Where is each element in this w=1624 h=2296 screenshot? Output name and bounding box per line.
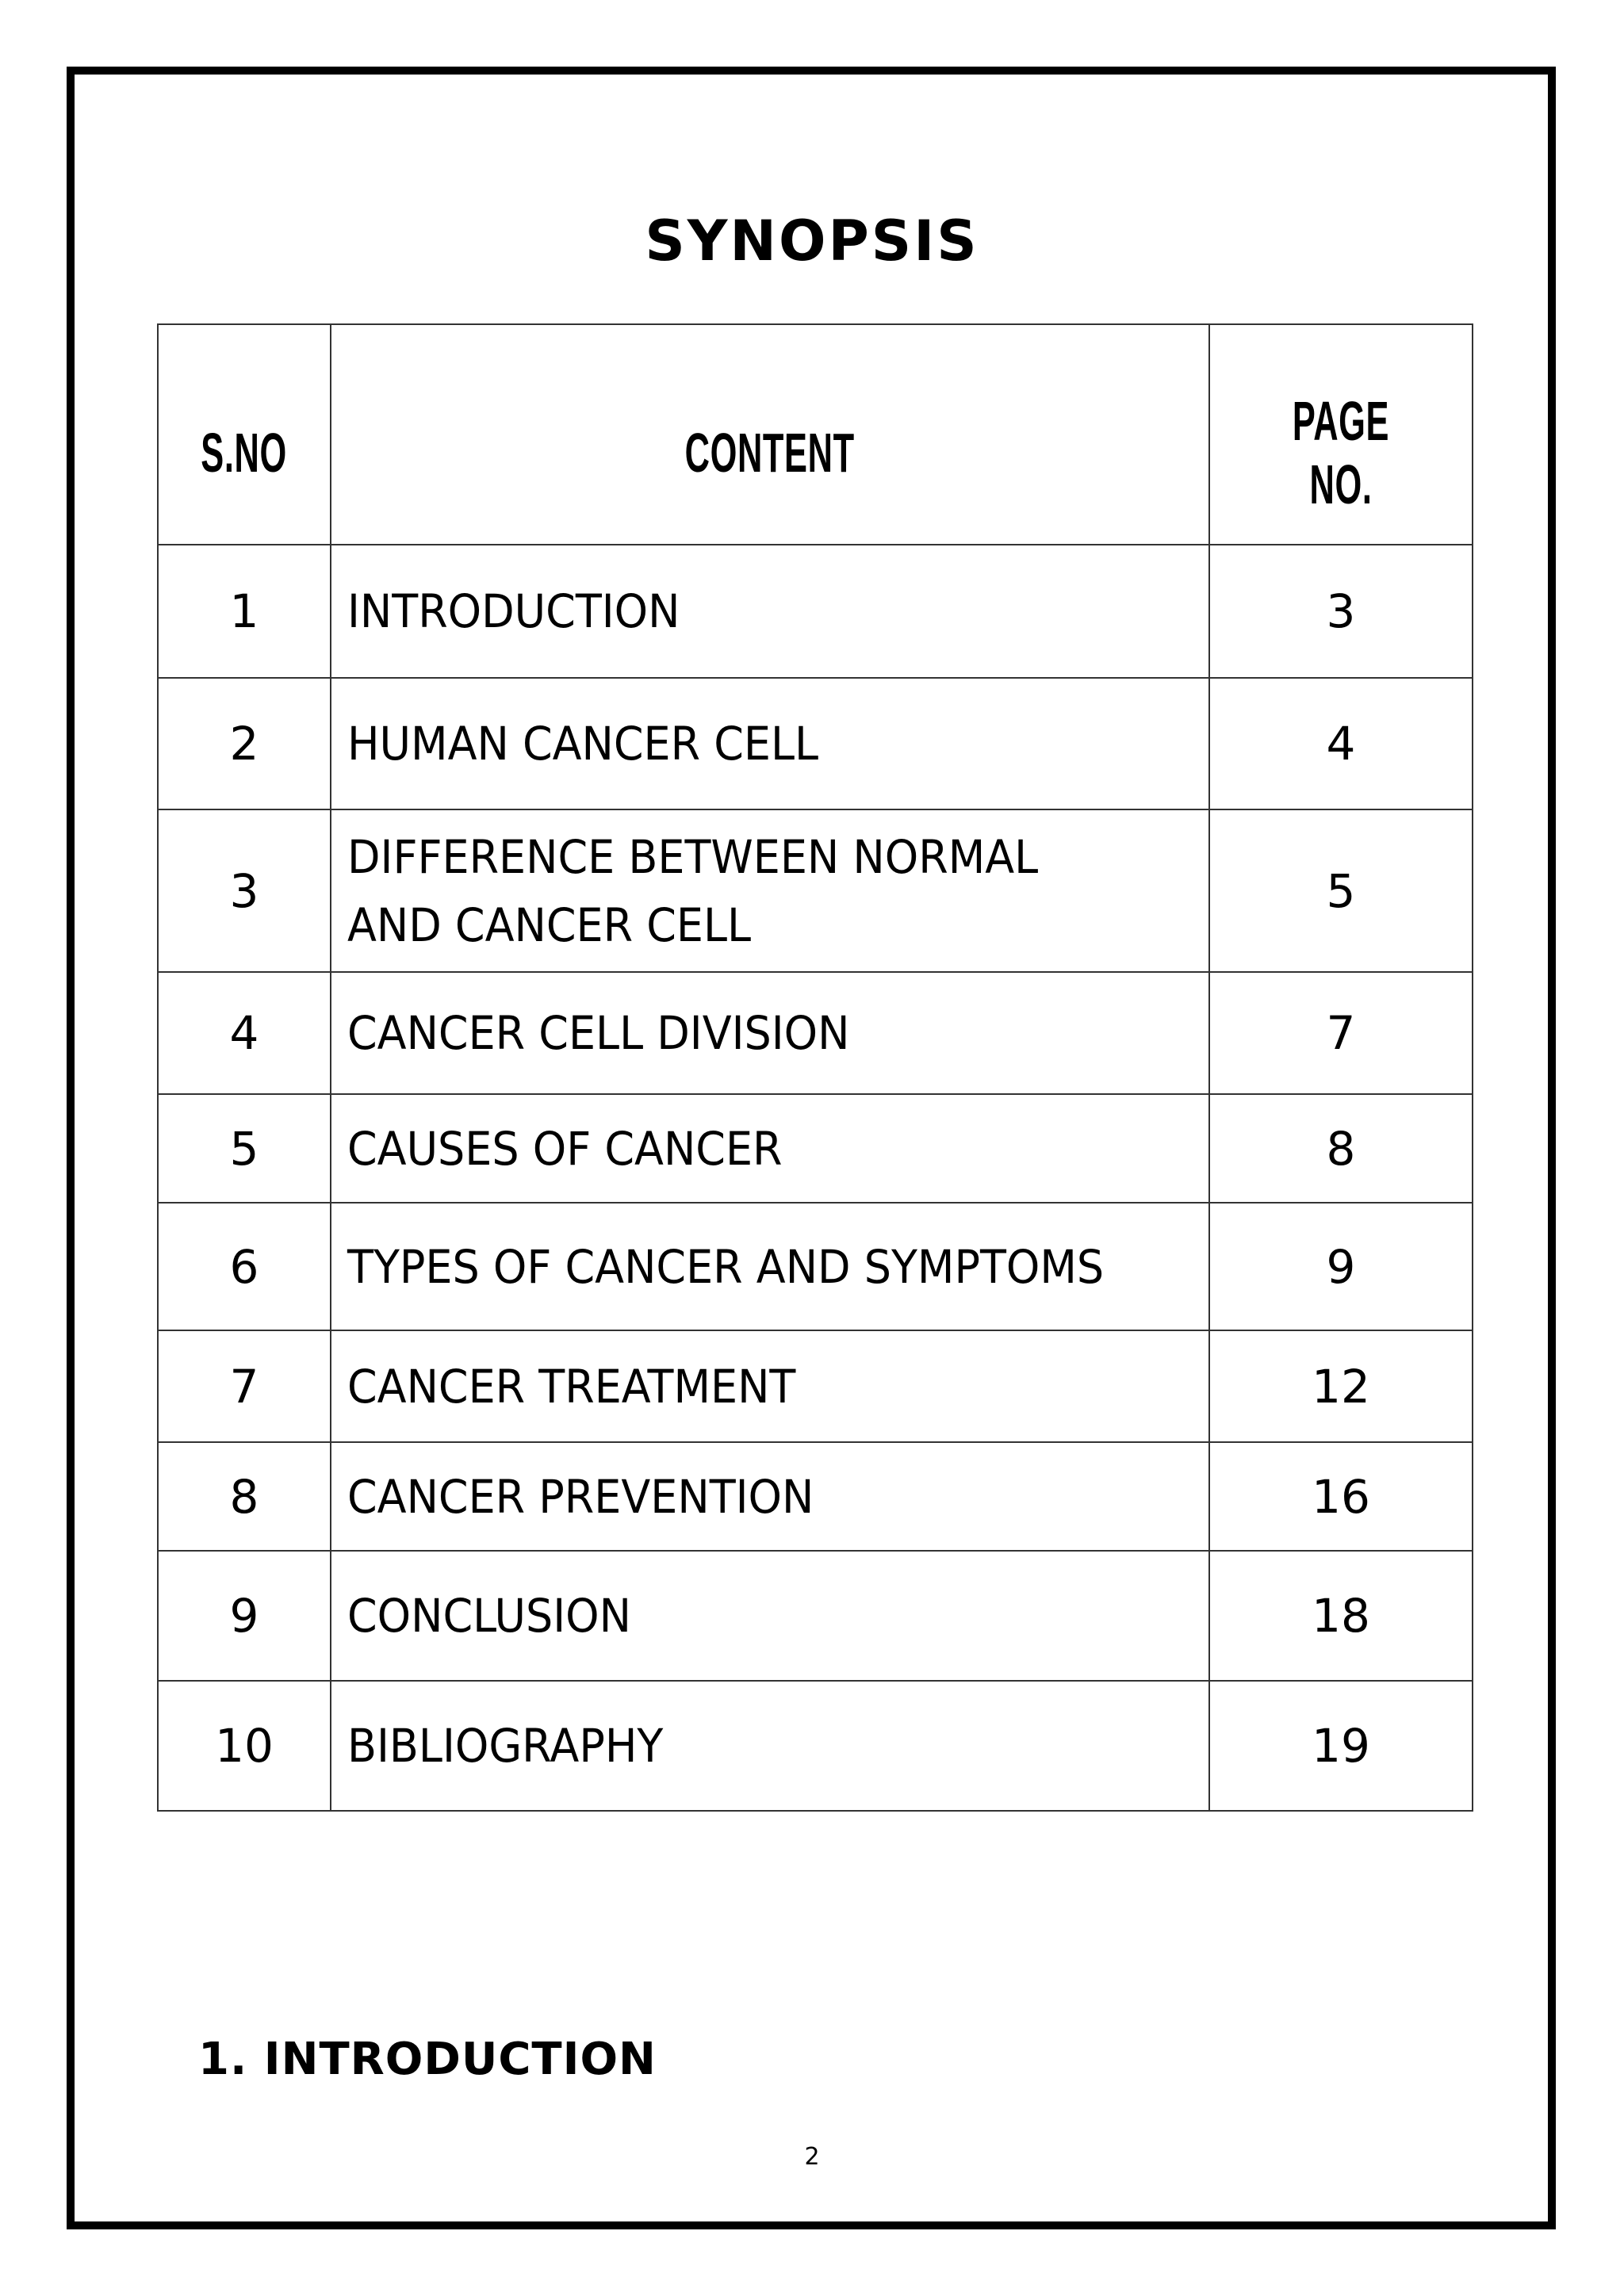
row-sno: 9 [158,1551,331,1681]
row-page: 5 [1209,809,1473,972]
row-sno: 3 [158,809,331,972]
table-row [158,1330,1473,1442]
row-content: DIFFERENCE BETWEEN NORMAL AND CANCER CELL [331,809,1209,972]
row-content: HUMAN CANCER CELL [331,678,1209,809]
row-content: CANCER CELL DIVISION [331,972,1209,1094]
header-sno: S.NO [158,324,331,545]
table-row [158,545,1473,678]
page-title: SYNOPSIS [645,209,979,274]
table-row [158,678,1473,809]
row-page: 4 [1209,678,1473,809]
row-sno: 2 [158,678,331,809]
table-row [158,1094,1473,1203]
table-row [158,1203,1473,1330]
row-page: 18 [1209,1551,1473,1681]
row-page: 8 [1209,1094,1473,1203]
table-row [158,1681,1473,1811]
row-page: 16 [1209,1442,1473,1551]
table-row [158,972,1473,1094]
table-row [158,809,1473,972]
row-sno: 8 [158,1442,331,1551]
row-content: CAUSES OF CANCER [331,1094,1209,1203]
row-page: 7 [1209,972,1473,1094]
row-content: CONCLUSION [331,1551,1209,1681]
row-page: 3 [1209,545,1473,678]
row-page: 19 [1209,1681,1473,1811]
row-sno: 6 [158,1203,331,1330]
page-number: 2 [804,2143,820,2171]
row-content: INTRODUCTION [331,545,1209,678]
table-header-row [158,324,1473,545]
table-row [158,1442,1473,1551]
row-content: BIBLIOGRAPHY [331,1681,1209,1811]
row-content: CANCER TREATMENT [331,1330,1209,1442]
header-page: PAGE NO. [1209,324,1473,545]
row-page: 9 [1209,1203,1473,1330]
section-heading: 1. INTRODUCTION [198,2034,657,2085]
row-sno: 5 [158,1094,331,1203]
synopsis-table [157,323,1473,1812]
row-content: TYPES OF CANCER AND SYMPTOMS [331,1203,1209,1330]
row-sno: 1 [158,545,331,678]
row-content: CANCER PREVENTION [331,1442,1209,1551]
row-sno: 7 [158,1330,331,1442]
row-sno: 4 [158,972,331,1094]
row-page: 12 [1209,1330,1473,1442]
row-sno: 10 [158,1681,331,1811]
header-content: CONTENT [331,324,1209,545]
table-row [158,1551,1473,1681]
